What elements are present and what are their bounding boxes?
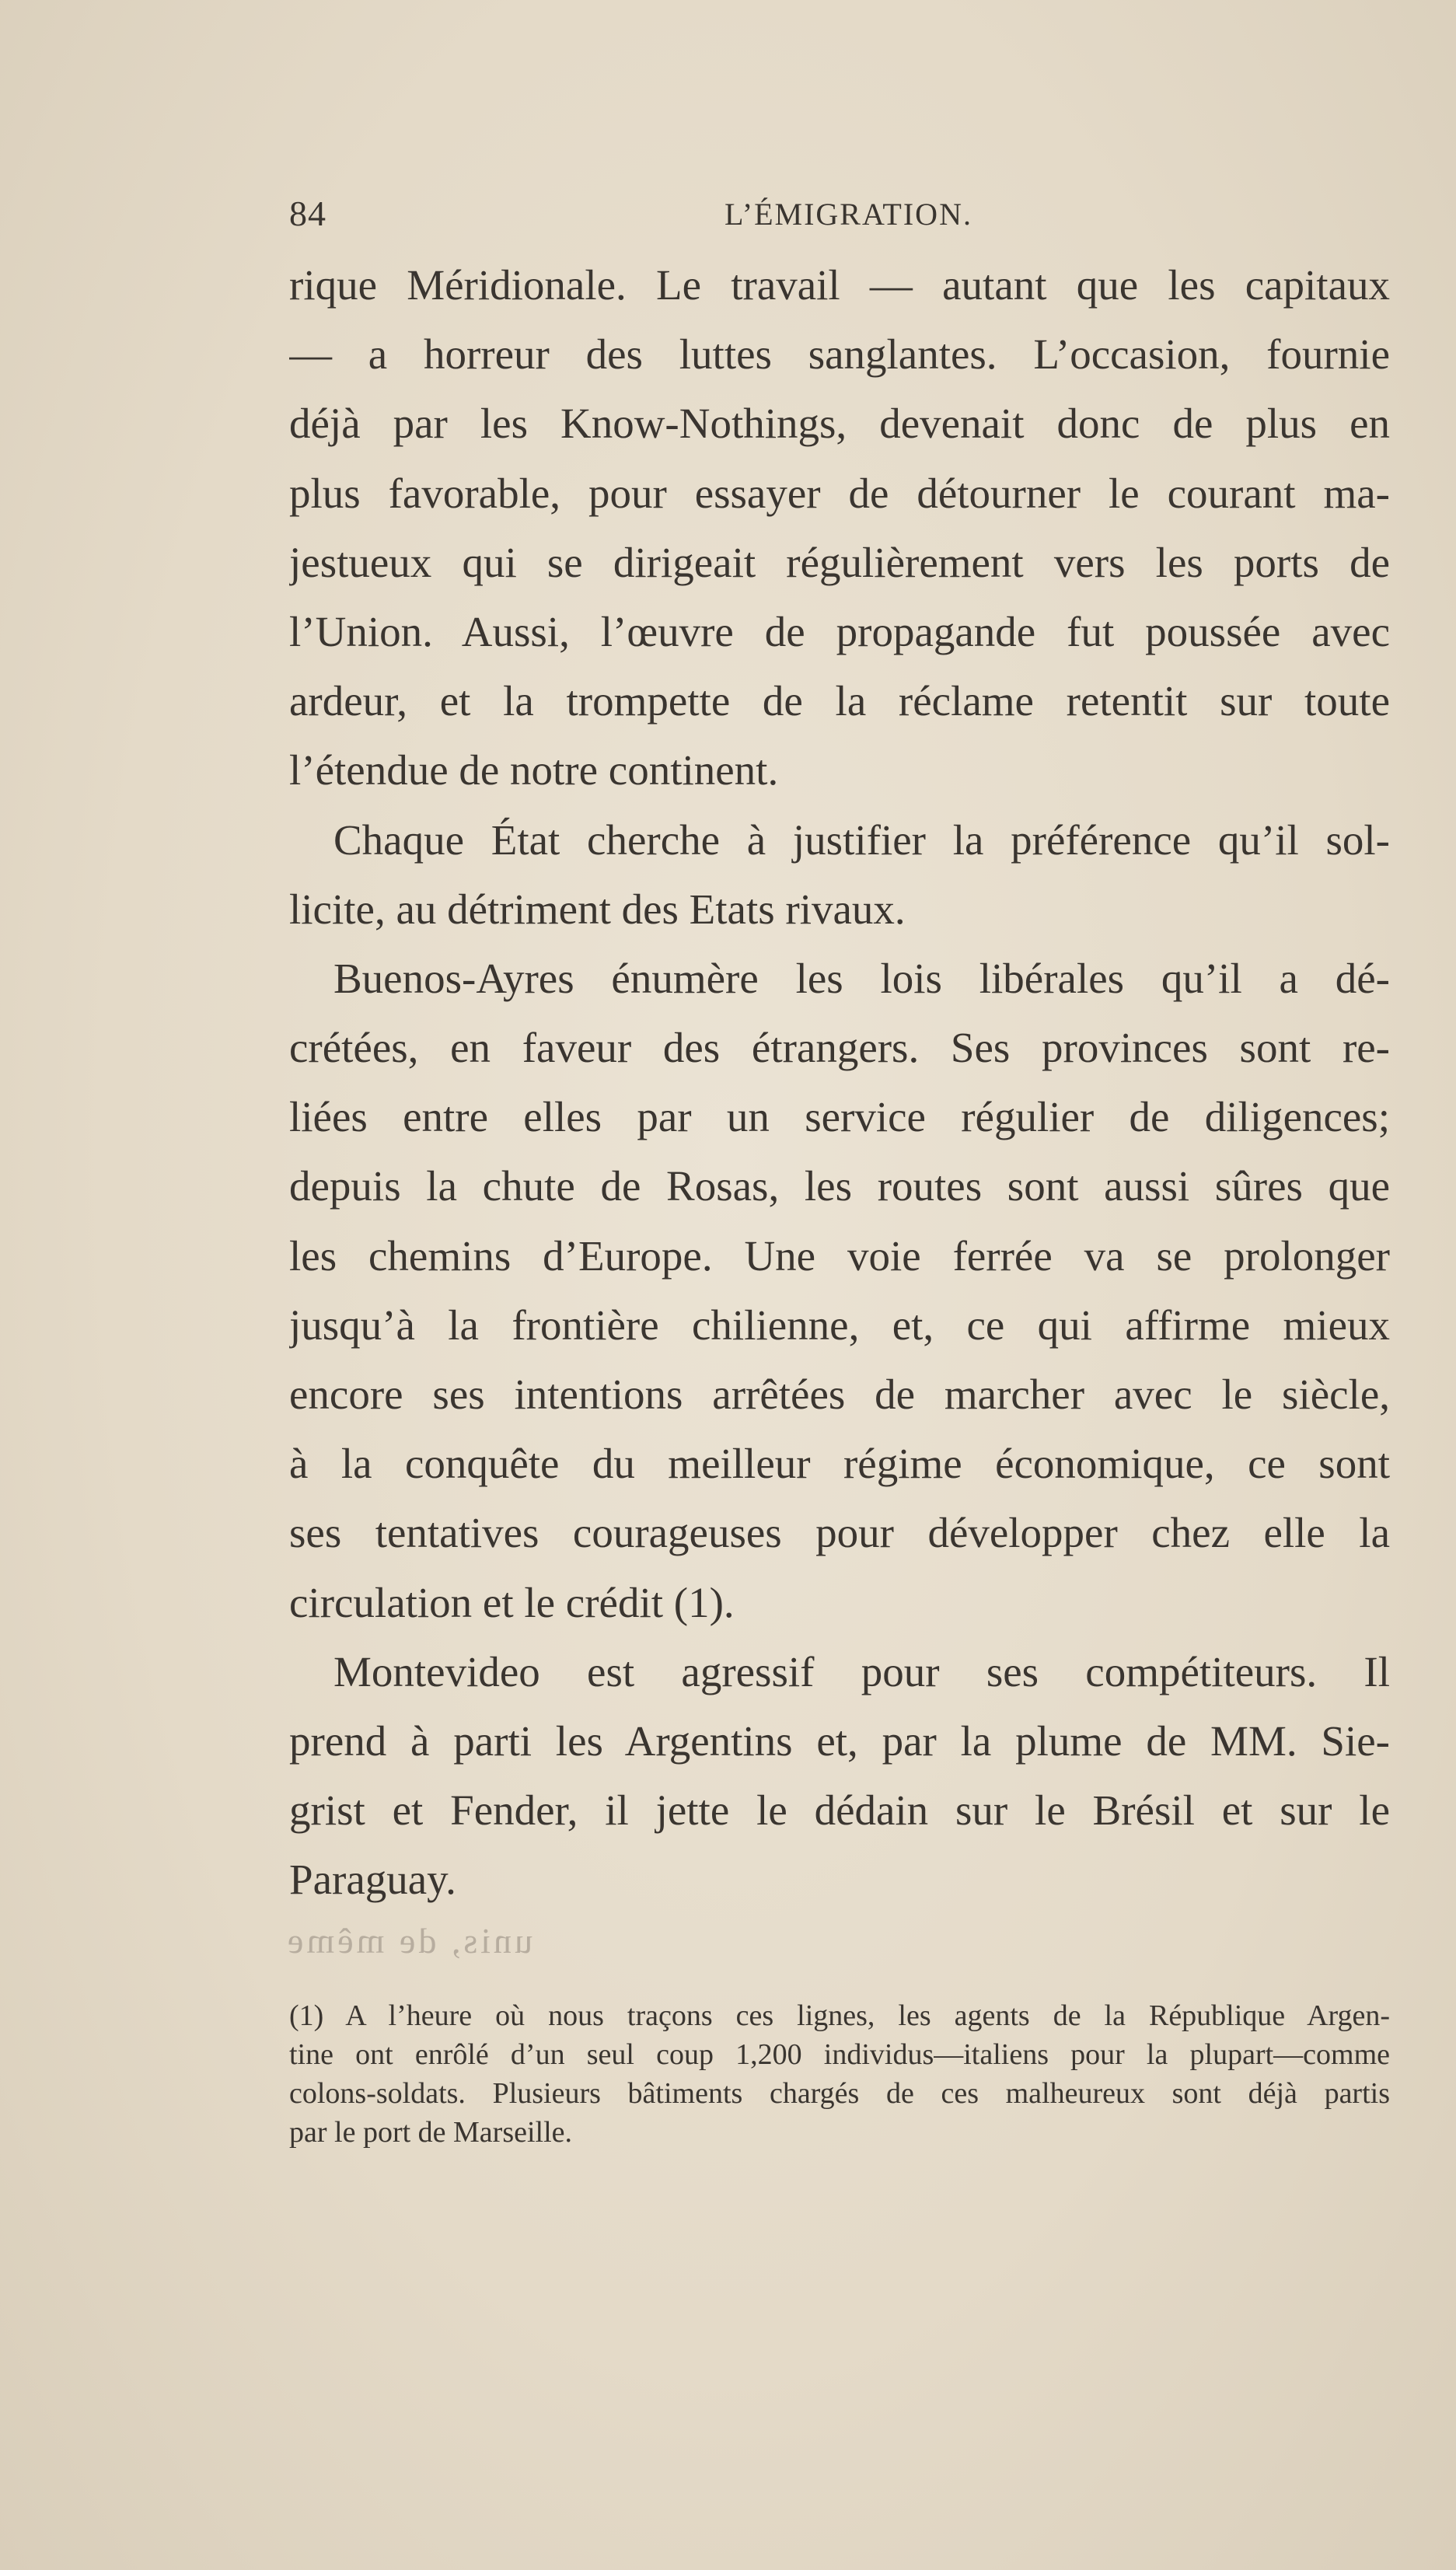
body-line: encore ses intentions arrêtées de marcher avec le siècle,: [289, 1371, 1390, 1418]
body-line: déjà par les Know-Nothings, devenait donc de plus en: [289, 400, 1390, 448]
body-line: licite, au détriment des Etats rivaux.: [289, 885, 906, 933]
body-line: jestueux qui se dirigeait régulièrement vers les ports de: [289, 538, 1390, 586]
body-line: Chaque État cherche à justifier la préférence qu’il sol-: [333, 815, 1390, 864]
footnote: [289, 1996, 1390, 2152]
body-line: jusqu’à la frontière chilienne, et, ce qui affirme mieux: [289, 1301, 1390, 1349]
body-line: rique Méridionale. Le travail — autant que les capitaux: [289, 261, 1390, 309]
page-header: [289, 193, 1390, 247]
page-number: 84: [289, 194, 326, 233]
bleed-through-mirrored: unis, de même: [285, 1921, 532, 1961]
body-line: Montevideo est agressif pour ses compétiteurs. Il: [333, 1647, 1390, 1695]
body-line: grist et Fender, il jette le dédain sur le Brésil et sur le: [289, 1786, 1390, 1835]
body-line: crétées, en faveur des étrangers. Ses provinces sont re-: [289, 1024, 1390, 1072]
body-line: prend à parti les Argentins et, par la plume de MM. Sie-: [289, 1716, 1390, 1765]
body-line: — a horreur des luttes sanglantes. L’occasion, fournie: [289, 330, 1390, 379]
body-line: l’étendue de notre continent.: [289, 746, 779, 794]
body-text: [289, 250, 1390, 1915]
body-line: Buenos-Ayres énumère les lois libérales qu’il a dé-: [333, 954, 1390, 1002]
footnote-line: colons-soldats. Plusieurs bâtiments chargés de ces malheureux sont déjà partis: [289, 2077, 1390, 2110]
body-line: circulation et le crédit (1).: [289, 1578, 735, 1626]
running-title: L’ÉMIGRATION.: [725, 197, 972, 232]
footnote-line: (1) A l’heure où nous traçons ces lignes, les agents de la République Argen-: [289, 1999, 1390, 2032]
body-line: à la conquête du meilleur régime économique, ce sont: [289, 1440, 1390, 1488]
footnote-line: tine ont enrôlé d’un seul coup 1,200 individus—italiens pour la plupart—comme: [289, 2038, 1390, 2071]
bleed-through-text: [285, 1920, 532, 1961]
body-line: l’Union. Aussi, l’œuvre de propagande fut poussée avec: [289, 607, 1390, 655]
body-line: plus favorable, pour essayer de détourner le courant ma-: [289, 469, 1390, 517]
body-line: Paraguay.: [289, 1856, 456, 1904]
body-line: les chemins d’Europe. Une voie ferrée va se prolonger: [289, 1231, 1390, 1280]
body-line: liées entre elles par un service régulier de diligences;: [289, 1093, 1390, 1141]
body-line: ardeur, et la trompette de la réclame retentit sur toute: [289, 677, 1390, 725]
footnote-line: par le port de Marseille.: [289, 2116, 573, 2149]
body-line: ses tentatives courageuses pour développer chez elle la: [289, 1509, 1390, 1557]
body-line: depuis la chute de Rosas, les routes sont aussi sûres que: [289, 1162, 1390, 1210]
